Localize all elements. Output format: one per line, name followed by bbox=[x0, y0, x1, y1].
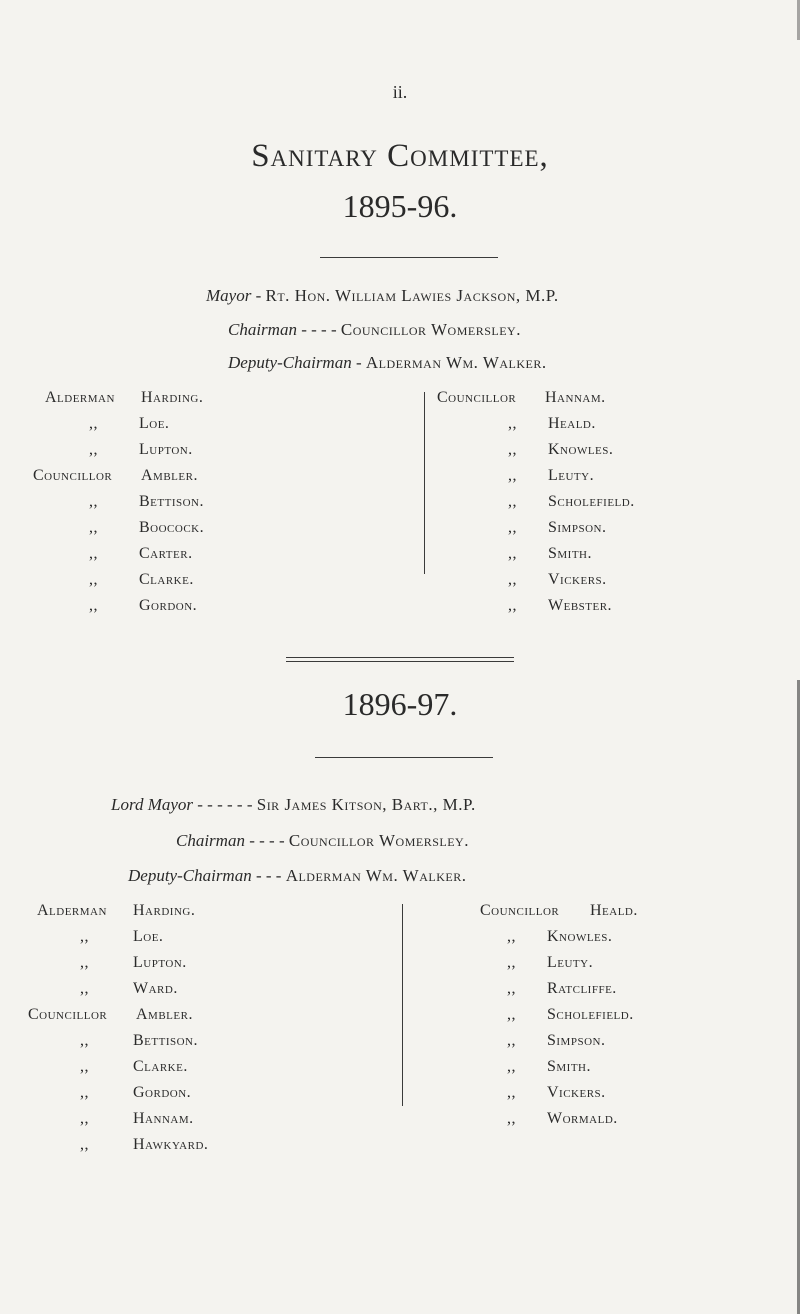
member-row bbox=[507, 1032, 605, 1050]
member-row bbox=[80, 1110, 194, 1128]
officer-role: Mayor bbox=[206, 286, 252, 305]
member-prefix: Councillor bbox=[437, 389, 517, 406]
member-prefix: ,, bbox=[80, 928, 89, 945]
member-prefix: ,, bbox=[507, 1006, 516, 1023]
member-name: Leuty. bbox=[547, 954, 594, 971]
member-name: Hannam. bbox=[545, 389, 606, 406]
section-year-1896: 1896-97. bbox=[342, 686, 458, 722]
member-name: Simpson. bbox=[548, 519, 607, 536]
member-name: Simpson. bbox=[547, 1032, 606, 1049]
member-prefix: ,, bbox=[80, 1136, 89, 1153]
officer-lord-mayor bbox=[111, 795, 476, 815]
member-prefix: ,, bbox=[80, 980, 89, 997]
member-prefix: ,, bbox=[89, 493, 98, 510]
member-prefix: ,, bbox=[508, 441, 517, 458]
section-divider bbox=[286, 657, 514, 658]
member-prefix: ,, bbox=[80, 1084, 89, 1101]
member-name: Smith. bbox=[547, 1058, 592, 1075]
member-row bbox=[508, 493, 635, 511]
officer-role: Chairman bbox=[228, 320, 297, 339]
member-prefix: ,, bbox=[508, 415, 517, 432]
member-name: Loe. bbox=[133, 928, 164, 945]
officer-role: Lord Mayor bbox=[111, 795, 194, 814]
member-prefix: ,, bbox=[507, 1032, 516, 1049]
member-prefix: ,, bbox=[80, 1032, 89, 1049]
member-row bbox=[508, 415, 596, 433]
section-year-1895: 1895-96. bbox=[342, 188, 458, 224]
member-name: Harding. bbox=[141, 389, 204, 406]
member-name: Ratcliffe. bbox=[547, 980, 617, 997]
member-name: Ambler. bbox=[136, 1006, 193, 1023]
member-name: Boocock. bbox=[139, 519, 205, 536]
member-name: Vickers. bbox=[548, 571, 607, 588]
member-row bbox=[508, 441, 613, 459]
member-row bbox=[80, 954, 187, 972]
member-row bbox=[80, 1058, 188, 1076]
officer-deputy-chairman bbox=[128, 866, 466, 886]
member-row bbox=[89, 571, 194, 589]
member-row bbox=[33, 467, 198, 485]
member-prefix: ,, bbox=[508, 519, 517, 536]
member-name: Hawkyard. bbox=[133, 1136, 209, 1153]
member-prefix: ,, bbox=[89, 519, 98, 536]
officer-role: Deputy-Chairman bbox=[128, 866, 252, 885]
member-prefix: Alderman bbox=[37, 902, 107, 919]
member-row bbox=[507, 1110, 618, 1128]
member-prefix: Alderman bbox=[45, 389, 115, 406]
member-prefix: ,, bbox=[508, 571, 517, 588]
member-row bbox=[507, 980, 617, 998]
member-row bbox=[89, 545, 193, 563]
member-row bbox=[89, 597, 197, 615]
member-name: Bettison. bbox=[133, 1032, 198, 1049]
member-row bbox=[508, 519, 606, 537]
member-row bbox=[80, 1084, 191, 1102]
member-name: Vickers. bbox=[547, 1084, 606, 1101]
member-row bbox=[480, 902, 638, 920]
member-row bbox=[37, 902, 195, 920]
member-prefix: ,, bbox=[80, 954, 89, 971]
member-row bbox=[45, 389, 203, 407]
officer-dash: - - - bbox=[251, 866, 286, 885]
member-prefix: ,, bbox=[89, 597, 98, 614]
member-row bbox=[508, 545, 592, 563]
member-name: Bettison. bbox=[139, 493, 204, 510]
member-prefix: ,, bbox=[507, 1110, 516, 1127]
officer-dash: - - - - bbox=[244, 831, 289, 850]
member-row bbox=[507, 928, 612, 946]
member-prefix: ,, bbox=[508, 545, 517, 562]
officer-role: Deputy-Chairman bbox=[228, 353, 352, 372]
member-prefix: ,, bbox=[80, 1110, 89, 1127]
member-prefix: ,, bbox=[508, 467, 517, 484]
member-row bbox=[508, 467, 594, 485]
officer-chairman bbox=[176, 831, 469, 851]
member-row bbox=[437, 389, 606, 407]
member-name: Lupton. bbox=[139, 441, 193, 458]
member-prefix: ,, bbox=[89, 571, 98, 588]
member-name: Gordon. bbox=[139, 597, 198, 614]
member-name: Loe. bbox=[139, 415, 170, 432]
member-row bbox=[80, 980, 178, 998]
officer-deputy-chairman bbox=[228, 353, 547, 373]
member-row bbox=[507, 1084, 606, 1102]
officer-dash: - bbox=[351, 353, 366, 372]
member-row bbox=[28, 1006, 193, 1024]
officer-name: Sir James Kitson, Bart., M.P. bbox=[256, 795, 476, 814]
section-divider bbox=[286, 661, 514, 662]
member-row bbox=[80, 1032, 198, 1050]
member-prefix: ,, bbox=[89, 441, 98, 458]
member-prefix: ,, bbox=[507, 954, 516, 971]
officer-name: Councillor Womersley. bbox=[288, 831, 469, 850]
member-prefix: ,, bbox=[508, 493, 517, 510]
member-prefix: Councillor bbox=[480, 902, 560, 919]
member-name: Hannam. bbox=[133, 1110, 194, 1127]
officer-name: Alderman Wm. Walker. bbox=[365, 353, 547, 372]
member-name: Heald. bbox=[590, 902, 638, 919]
member-prefix: ,, bbox=[89, 545, 98, 562]
column-divider bbox=[402, 904, 403, 1106]
officer-role: Chairman bbox=[176, 831, 245, 850]
member-row bbox=[507, 1058, 591, 1076]
member-name: Ward. bbox=[133, 980, 178, 997]
member-prefix: ,, bbox=[80, 1058, 89, 1075]
officer-dash: - bbox=[251, 286, 266, 305]
member-row bbox=[89, 441, 193, 459]
member-name: Smith. bbox=[548, 545, 593, 562]
member-row bbox=[89, 415, 169, 433]
page-number: ii. bbox=[392, 82, 408, 102]
member-prefix: Councillor bbox=[33, 467, 113, 484]
member-name: Wormald. bbox=[547, 1110, 618, 1127]
member-row bbox=[80, 1136, 208, 1154]
member-row bbox=[507, 954, 593, 972]
member-prefix: ,, bbox=[89, 415, 98, 432]
member-row bbox=[80, 928, 163, 946]
member-name: Knowles. bbox=[547, 928, 613, 945]
member-name: Lupton. bbox=[133, 954, 187, 971]
member-row bbox=[89, 493, 204, 511]
officer-name: Rt. Hon. William Lawies Jackson, M.P. bbox=[265, 286, 559, 305]
member-name: Leuty. bbox=[548, 467, 595, 484]
officer-mayor bbox=[206, 286, 559, 306]
officer-name: Councillor Womersley. bbox=[340, 320, 521, 339]
officer-dash: - - - - bbox=[296, 320, 341, 339]
member-name: Knowles. bbox=[548, 441, 614, 458]
member-name: Ambler. bbox=[141, 467, 198, 484]
officer-chairman bbox=[228, 320, 521, 340]
member-row bbox=[507, 1006, 634, 1024]
member-name: Gordon. bbox=[133, 1084, 192, 1101]
divider bbox=[315, 757, 493, 758]
member-name: Webster. bbox=[548, 597, 613, 614]
divider bbox=[320, 257, 498, 258]
member-name: Scholefield. bbox=[547, 1006, 634, 1023]
officer-name: Alderman Wm. Walker. bbox=[285, 866, 467, 885]
member-name: Scholefield. bbox=[548, 493, 635, 510]
page-title: Sanitary Committee, bbox=[251, 138, 549, 174]
column-divider bbox=[424, 392, 425, 574]
member-row bbox=[508, 571, 607, 589]
member-prefix: ,, bbox=[507, 980, 516, 997]
officer-dash: - - - - - - bbox=[193, 795, 257, 814]
member-row bbox=[508, 597, 612, 615]
member-name: Clarke. bbox=[133, 1058, 188, 1075]
member-prefix: Councillor bbox=[28, 1006, 108, 1023]
member-prefix: ,, bbox=[507, 1084, 516, 1101]
member-prefix: ,, bbox=[507, 928, 516, 945]
member-name: Heald. bbox=[548, 415, 596, 432]
member-row bbox=[89, 519, 204, 537]
member-prefix: ,, bbox=[508, 597, 517, 614]
member-prefix: ,, bbox=[507, 1058, 516, 1075]
member-name: Clarke. bbox=[139, 571, 194, 588]
member-name: Harding. bbox=[133, 902, 196, 919]
member-name: Carter. bbox=[139, 545, 193, 562]
